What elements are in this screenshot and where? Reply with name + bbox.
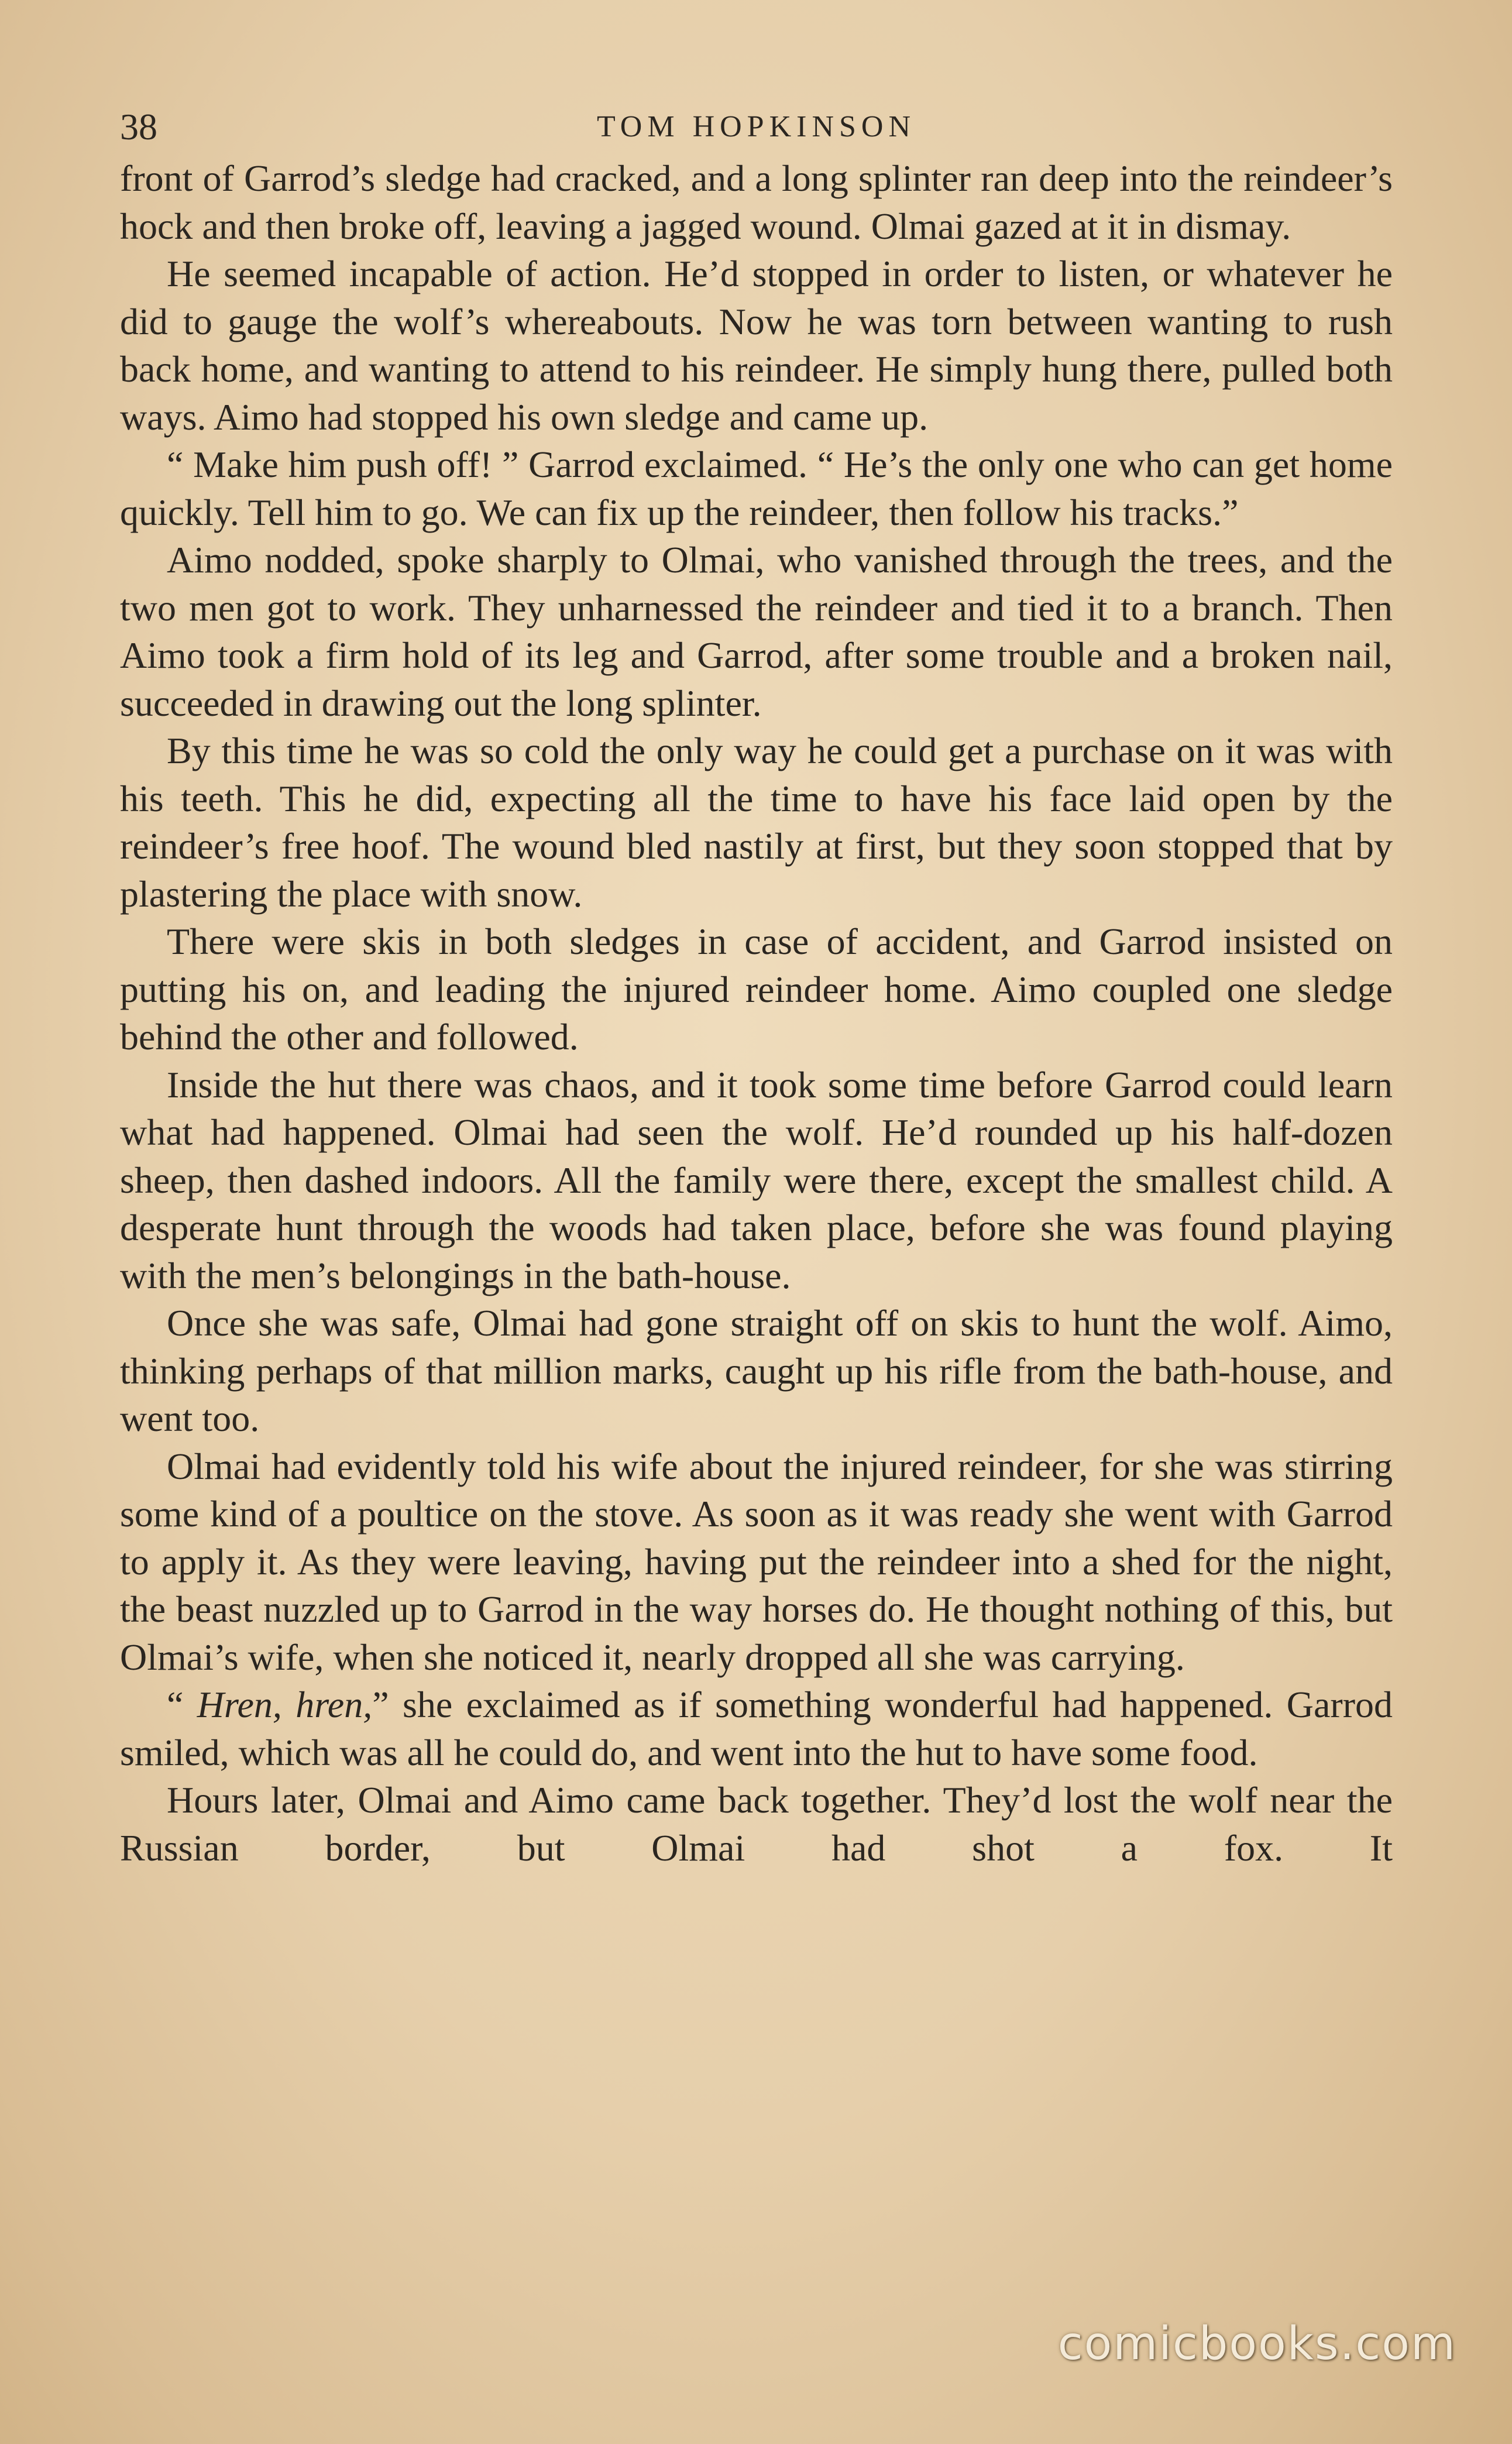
quote-open: “ (167, 1684, 197, 1725)
paragraph: By this time he was so cold the only way he could get a purchase on it was with his teeth. This he did, expecting all the time to have his face laid open by the reindeer’s free hoof. The wound bled nastily at first, but they soon stopped that by plastering the place with snow. (120, 730, 1393, 915)
paragraph: front of Garrod’s sledge had cracked, and a long splinter ran deep into the reindeer’s hock and then broke off, leaving a jagged wound. Olmai gazed at it in dismay. (120, 157, 1393, 247)
book-page (120, 99, 1393, 1872)
body-text (120, 155, 1393, 1872)
running-head (120, 99, 1393, 155)
watermark: comicbooks.com (1057, 2318, 1456, 2370)
paragraph: There were skis in both sledges in case of accident, and Garrod insisted on putting his on, and leading the injured reindeer home. Aimo coupled one sledge behind the other and followed. (120, 921, 1393, 1058)
paragraph: Olmai had evidently told his wife about the injured reindeer, for she was stirring some kind of a poultice on the stove. As soon as it was ready she went with Garrod to apply it. As they were leaving, having put the reindeer into a shed for the night, the beast nuzzled up to Garrod in the way horses do. He thought nothing of this, but Olmai’s wife, when she noticed it, nearly dropped all she was carrying. (120, 1445, 1393, 1678)
paragraph: Hours later, Olmai and Aimo came back together. They’d lost the wolf near the Russian border, but Olmai had shot a fox. It (120, 1779, 1393, 1869)
paragraph: Inside the hut there was chaos, and it took some time before Garrod could learn what had happened. Olmai had seen the wolf. He’d rounded up his half-dozen sheep, then dashed indoors. All the family were there, except the smallest child. A desperate hunt through the woods had taken place, before she was found playing with the men’s belongings in the bath-house. (120, 1063, 1393, 1296)
italic-phrase: Hren, hren, (197, 1684, 373, 1725)
paragraph: “ Make him push off! ” Garrod exclaimed. “ He’s the only one who can get home quickly. Tell him to go. We can fix up the reindeer, then follow his tracks.” (120, 444, 1393, 533)
page-number: 38 (120, 106, 157, 147)
running-head-title: TOM HOPKINSON (596, 110, 916, 143)
paragraph: Aimo nodded, spoke sharply to Olmai, who vanished through the trees, and the two men got to work. They unharnessed the reindeer and tied it to a branch. Then Aimo took a firm hold of its leg and Garrod, after some trouble and a broken nail, succeeded in drawing out the long splinter. (120, 539, 1393, 724)
paragraph: Once she was safe, Olmai had gone straight off on skis to hunt the wolf. Aimo, thinking perhaps of that million marks, caught up his rifle from the bath-house, and went too. (120, 1302, 1393, 1439)
paragraph (120, 1681, 1393, 1776)
paragraph-text: ” she exclaimed as if something wonderful had happened. Garrod smiled, which was all he could do, and went into the hut to have some food. (120, 1684, 1393, 1773)
paragraph: He seemed incapable of action. He’d stopped in order to listen, or whatever he did to gauge the wolf’s whereabouts. Now he was torn between wanting to rush back home, and wanting to attend to his reindeer. He simply hung there, pulled both ways. Aimo had stopped his own sledge and came up. (120, 253, 1393, 438)
